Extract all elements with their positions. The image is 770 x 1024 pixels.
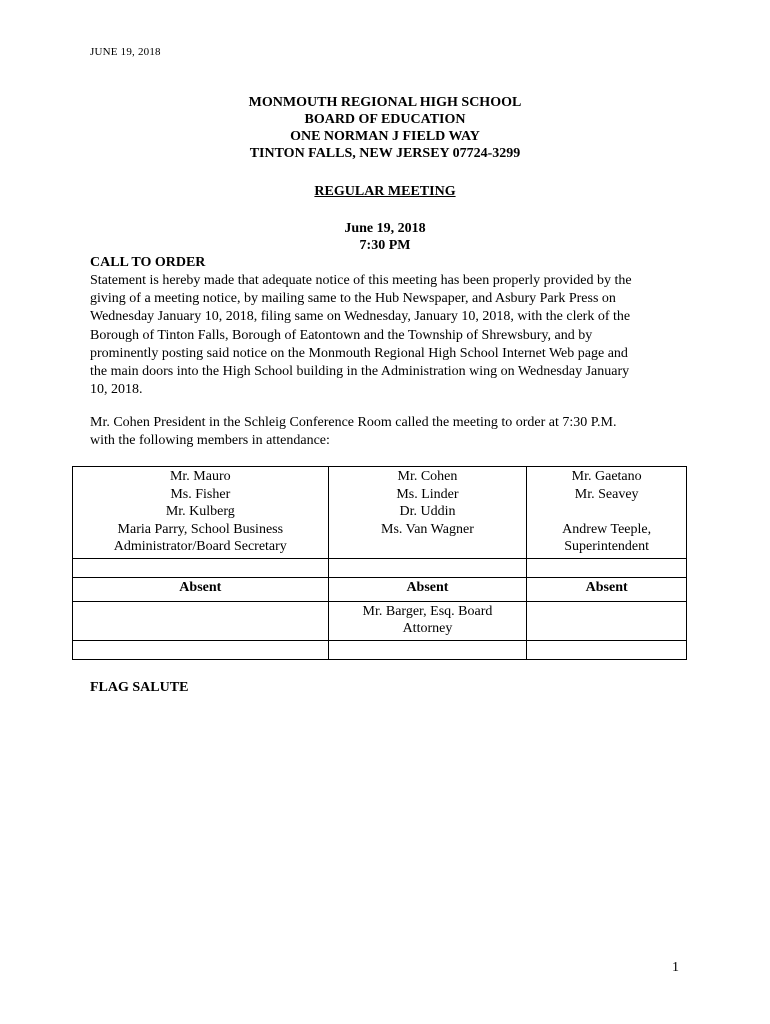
- opening-paragraph: [90, 414, 690, 450]
- member-name: Mr. Mauro: [169, 469, 231, 484]
- absent-header: Absent: [527, 577, 687, 601]
- flag-salute-heading: FLAG SALUTE: [90, 680, 189, 695]
- member-name: Maria Parry, School Business: [117, 521, 284, 537]
- meeting-datetime: [0, 220, 770, 254]
- absent-column-1: [73, 601, 329, 640]
- notice-line: the main doors into the High School building in the Administration wing on Wednesday January: [90, 364, 630, 380]
- member-name: Mr. Seavey: [574, 486, 639, 502]
- table-blank-row: [73, 640, 687, 659]
- member-name: Andrew Teeple,: [562, 521, 652, 537]
- notice-line: Wednesday January 10, 2018, filing same on Wednesday, January 10, 2018, with the clerk of the: [90, 309, 631, 325]
- page-number: 1: [672, 960, 679, 975]
- member-title: Administrator/Board Secretary: [113, 539, 287, 554]
- school-name: MONMOUTH REGIONAL HIGH SCHOOL: [248, 95, 522, 110]
- present-column-1: [73, 467, 329, 559]
- member-name: Dr. Uddin: [399, 504, 456, 519]
- member-name: Mr. Cohen: [397, 469, 458, 484]
- absent-header-row: [73, 577, 687, 601]
- notice-line: Statement is hereby made that adequate notice of this meeting has been properly provided by the: [90, 273, 632, 288]
- absent-header: Absent: [328, 577, 527, 601]
- member-name: Mr. Kulberg: [165, 504, 235, 519]
- member-name: Mr. Gaetano: [571, 469, 642, 484]
- running-header-date: JUNE 19, 2018: [90, 46, 161, 58]
- meeting-time: 7:30 PM: [359, 238, 411, 253]
- board-name: BOARD OF EDUCATION: [304, 112, 466, 127]
- organization-heading: [0, 94, 770, 162]
- member-name: [531, 503, 682, 521]
- member-name: Ms. Fisher: [170, 486, 231, 502]
- notice-line: 10, 2018.: [90, 382, 143, 398]
- call-to-order-heading: CALL TO ORDER: [90, 255, 206, 270]
- member-name: Ms. Van Wagner: [381, 521, 474, 537]
- absent-header: Absent: [73, 577, 329, 601]
- notice-line: giving of a meeting notice, by mailing same to the Hub Newspaper, and Asbury Park Press on: [90, 291, 616, 307]
- notice-paragraph: [90, 272, 690, 399]
- absent-column-3: [527, 601, 687, 640]
- present-column-2: [328, 467, 527, 559]
- present-column-3: [527, 467, 687, 559]
- present-members-row: [73, 467, 687, 559]
- notice-line: prominently posting said notice on the Monmouth Regional High School Internet Web page and: [90, 345, 628, 361]
- street-address: ONE NORMAN J FIELD WAY: [290, 129, 480, 144]
- member-name: Ms. Linder: [396, 486, 459, 502]
- table-blank-row: [73, 558, 687, 577]
- city-state-zip: TINTON FALLS, NEW JERSEY 07724-3299: [249, 146, 521, 161]
- notice-line: Borough of Tinton Falls, Borough of Eatontown and the Township of Shrewsbury, and by: [90, 327, 593, 343]
- absent-member: Mr. Barger, Esq. Board: [362, 603, 493, 619]
- meeting-type: REGULAR MEETING: [314, 184, 456, 199]
- opening-line: Mr. Cohen President in the Schleig Conference Room called the meeting to order at 7:30 P.M.: [90, 415, 617, 430]
- absent-member-title: Attorney: [402, 621, 453, 636]
- member-title: Superintendent: [564, 539, 650, 554]
- meeting-date: June 19, 2018: [344, 221, 426, 236]
- absent-column-2: [328, 601, 527, 640]
- attendance-table: [72, 466, 687, 660]
- absent-members-row: [73, 601, 687, 640]
- opening-line: with the following members in attendance:: [90, 433, 330, 449]
